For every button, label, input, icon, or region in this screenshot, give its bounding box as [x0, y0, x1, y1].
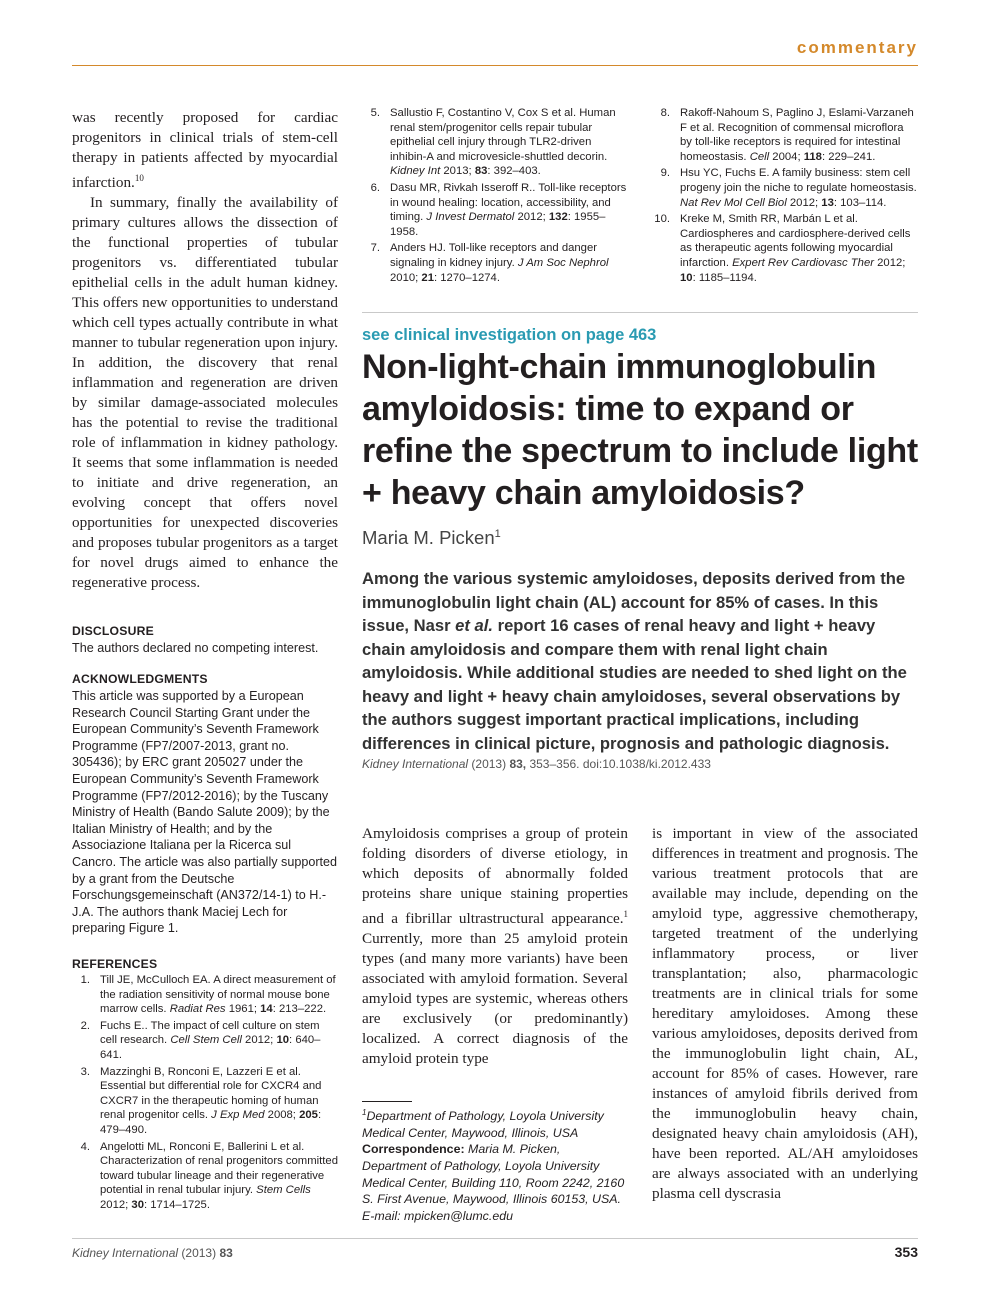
- reference-year: 2008;: [264, 1109, 300, 1122]
- correspondence-label: Correspondence:: [362, 1142, 465, 1157]
- reference-pages: : 479–490.: [100, 1109, 322, 1136]
- reference-number: 7.: [370, 242, 380, 255]
- reference-volume: 21: [421, 271, 434, 284]
- reference-year: 2012;: [874, 256, 906, 269]
- references-heading: REFERENCES: [72, 957, 158, 971]
- reference-pages: : 1955–1958.: [390, 211, 606, 238]
- reference-item[interactable]: [362, 106, 630, 179]
- reference-item[interactable]: [72, 1019, 338, 1063]
- footer-volume: 83: [219, 1246, 233, 1260]
- author-text: Maria M. Picken: [362, 527, 495, 548]
- citation-year: (2013): [468, 757, 510, 771]
- article-citation: [362, 757, 711, 771]
- reference-journal: Cell Stem Cell: [170, 1034, 242, 1047]
- reference-number: 2.: [80, 1019, 90, 1032]
- reference-text: Rakoff-Nahoum S, Paglino J, Eslami-Varzaneh F et al. Recognition of commensal microflora by toll-like receptors is required for intestinal homeostasis.: [680, 107, 914, 163]
- reference-item[interactable]: [652, 212, 918, 285]
- reference-item[interactable]: [72, 973, 338, 1017]
- reference-pages: : 229–241.: [821, 150, 876, 163]
- affiliation-note: [362, 1105, 628, 1224]
- reference-number: 9.: [660, 167, 670, 180]
- abstract: [362, 567, 918, 755]
- author-name: [362, 527, 501, 549]
- abstract-text: Among the various systemic amyloidoses, deposits derived from the immunoglobulin light chain (AL) account for 85% of cases. In this issue, Nasr: [362, 569, 906, 635]
- left-column-body: [72, 108, 338, 593]
- reference-pages: : 392–403.: [487, 165, 541, 178]
- body-text: Currently, more than 25 amyloid protein types (and many more variants) have been associated with amyloid formation. Several amyloid types are systemic, whereas others are exclusively (or predominantly) localized. A correct diagnosis of the amyloid protein type: [362, 930, 628, 1068]
- header-divider: [72, 65, 918, 66]
- section-tag: commentary: [796, 38, 918, 57]
- disclosure-text: The authors declared no competing interest.: [72, 641, 319, 655]
- citation-volume: 83,: [509, 757, 527, 771]
- reference-pages: : 103–114.: [833, 196, 887, 209]
- reference-number: 1.: [80, 974, 90, 986]
- correspondence-address: Maria M. Picken, Department of Pathology, Loyola University Medical Center, Building 110, Room 2242, 2160 S. First Avenue, Maywood, Illinois 60153, USA.: [362, 1142, 625, 1207]
- footer-journal: [72, 1246, 233, 1260]
- reference-text: Till JE, McCulloch EA. A direct measurement of the radiation sensitivity of normal mouse bone marrow cells.: [100, 974, 336, 1016]
- citation-journal: Kidney International: [362, 757, 469, 771]
- reference-item[interactable]: [362, 181, 630, 239]
- reference-item[interactable]: [72, 1140, 338, 1213]
- reference-text: Sallustio F, Costantino V, Cox S et al. Human renal stem/progenitor cells repair tubular epithelial cell injury through TLR2-driven inhibin-A and microvesicle-shuttled decorin.: [390, 107, 616, 163]
- reference-text: Kreke M, Smith RR, Marbán L et al. Cardiospheres and cardiosphere-derived cells as therapeutic agents following myocardial infarction.: [680, 213, 911, 269]
- reference-number: 5.: [370, 107, 380, 119]
- reference-journal: Kidney Int: [390, 165, 441, 178]
- reference-list: [362, 106, 630, 287]
- paragraph-text: was recently proposed for cardiac progenitors in clinical trials of stem-cell therapy in patients affected by myocardial infarction.: [72, 109, 338, 192]
- article-title: Non-light-chain immunoglobulin amyloidosis: time to expand or refine the spectrum to include light + heavy chain amyloidosis?: [362, 348, 918, 512]
- paragraph: In summary, finally the availability of primary cultures allows the dissection of the functional properties of tubular progenitors vs. differentiated tubular epithelial cells in the adult human kidney. This offers new opportunities to understand which cell types actually contribute in what manner to tubular regeneration upon injury. In addition, the discovery that renal inflammation and regeneration are driven by similar damage-associated molecules has the potential to revise the traditional role of inflammation in kidney pathology. It seems that some inflammation is needed to initiate and drive regeneration, an evolving concept that offers novel opportunities for unexpected discoveries and proposes tubular progenitors as a target for novel drugs aimed to enhance the regenerative process.: [72, 194, 338, 592]
- reference-text: Angelotti ML, Ronconi E, Ballerini L et al. Characterization of renal progenitors committed toward tubular lineage and their regenerative potential in renal tubular injury.: [100, 1140, 338, 1197]
- reference-journal: Cell: [749, 150, 770, 163]
- reference-year: 2013;: [440, 165, 475, 178]
- footer-journal-name: Kidney International: [72, 1246, 179, 1260]
- reference-volume: 118: [803, 150, 822, 163]
- correspondence-email[interactable]: E-mail: mpicken@lumc.edu: [362, 1208, 513, 1223]
- footer-divider: [72, 1238, 918, 1239]
- reference-year: 2010;: [390, 271, 422, 284]
- reference-pages: : 1714–1725.: [144, 1198, 210, 1211]
- reference-number: 4.: [80, 1140, 90, 1153]
- reference-marker[interactable]: 10: [134, 173, 144, 183]
- reference-year: 2012;: [241, 1034, 277, 1047]
- reference-list: [652, 106, 918, 287]
- reference-journal: J Invest Dermatol: [426, 211, 515, 224]
- reference-item[interactable]: [362, 241, 630, 285]
- reference-year: 2012;: [786, 196, 822, 209]
- reference-number: 10.: [654, 213, 670, 226]
- reference-pages: : 213–222.: [272, 1003, 327, 1016]
- reference-volume: 132: [548, 211, 568, 224]
- reference-number: 3.: [80, 1065, 90, 1078]
- reference-year: 1961;: [225, 1003, 261, 1016]
- reference-journal: J Exp Med: [211, 1109, 265, 1122]
- reference-volume: 83: [474, 165, 488, 178]
- citation-doi[interactable]: 353–356. doi:10.1038/ki.2012.433: [526, 757, 711, 771]
- reference-journal: Expert Rev Cardiovasc Ther: [732, 256, 875, 269]
- footnote-divider: [362, 1101, 412, 1102]
- reference-text: Fuchs E.. The impact of cell culture on stem cell research.: [100, 1019, 320, 1047]
- affiliation-department: Department of Pathology, Loyola University Medical Center, Maywood, Illinois, USA: [362, 1109, 604, 1140]
- reference-pages: : 640–641.: [100, 1034, 321, 1061]
- reference-journal: Stem Cells: [256, 1184, 311, 1197]
- reference-pages: : 1185–1194.: [692, 271, 757, 284]
- article-body-column: [362, 824, 628, 1069]
- reference-journal: Radiat Res: [169, 1003, 226, 1016]
- reference-item[interactable]: [652, 106, 918, 164]
- acknowledgments-heading: ACKNOWLEDGMENTS: [72, 672, 208, 686]
- reference-number: 6.: [370, 181, 380, 194]
- affiliation-marker: 1: [494, 527, 501, 540]
- section-divider: [362, 312, 918, 313]
- reference-text: Hsu YC, Fuchs E. A family business: stem cell progeny join the niche to regulate homeostasis.: [680, 167, 917, 194]
- article-body-column: is important in view of the associated differences in treatment and prognosis. The various treatment protocols that are available may include, depending on the amyloid type, aggressive chemotherapy, targeted treatment of the underlying inflammatory process, or liver transplantation; also, pharmacologic treatments are in clinical trials for some hereditary amyloidoses. Among these various amyloidoses, deposits derived from the immunoglobulin light chain, AL, account for 85% of cases. However, rare instances of amyloid fibrils derived from the immunoglobulin heavy chain, designated heavy chain amyloidosis (AH), have been reported. AL/AH amyloidoses are always associated with an underlying plasma cell dyscrasia: [652, 825, 918, 1202]
- reference-journal: J Am Soc Nephrol: [517, 256, 609, 269]
- reference-volume: 10: [680, 271, 693, 284]
- reference-number: 8.: [660, 107, 670, 119]
- page-number: 353: [894, 1244, 918, 1260]
- disclosure-heading: DISCLOSURE: [72, 624, 154, 638]
- reference-item[interactable]: [652, 166, 918, 210]
- affiliation-marker: 1: [362, 1108, 367, 1117]
- reference-volume: 30: [131, 1198, 144, 1211]
- abstract-text: report 16 cases of renal heavy and light + heavy chain amyloidosis and compare them with renal light chain amyloidosis. While additional studies are needed to shed light on the heavy and light + heavy chain amyloidoses, several observations by the authors suggest important practical implications, including differences in clinical picture, prognosis and pathologic diagnosis.: [362, 616, 907, 753]
- reference-text: Anders HJ. Toll-like receptors and danger signaling in kidney injury.: [390, 242, 598, 269]
- reference-volume: 13: [821, 196, 834, 209]
- reference-pages: : 1270–1274.: [434, 271, 500, 284]
- reference-item[interactable]: [72, 1065, 338, 1138]
- reference-volume: 14: [260, 1003, 273, 1016]
- reference-volume: 10: [276, 1034, 290, 1047]
- body-text: Amyloidosis comprises a group of protein folding disorders of diverse etiology, in which deposits of abnormally folded proteins share unique staining properties and a fibrillar ultrastructural appearance.: [362, 825, 628, 928]
- acknowledgments-text: This article was supported by a European Research Council Starting Grant under the European Community’s Seventh Framework Programme (FP7/2007-2013, grant no. 305436); by ERC grant 205027 under the European Community’s Seventh Framework Programme (FP7/2012-2016); by the Tuscany Ministry of Health (Bando Salute 2009); by the Italian Ministry of Health; and by the Associazione Italiana per la Ricerca sul Cancro. The article was also partially supported by a grant from the Deutsche Forschungsgemeinschaft (AN372/14-1) to H.-J.A. The authors thank Maciej Lech for preparing Figure 1.: [72, 689, 338, 936]
- reference-year: 2012;: [514, 211, 549, 224]
- paragraph: [72, 108, 338, 193]
- footer-year: (2013): [178, 1246, 220, 1260]
- reference-list: [72, 973, 338, 1215]
- reference-text: Mazzinghi B, Ronconi E, Lazzeri E et al. Essential but differential role for CXCR4 and CXCR7 in the therapeutic homing of human renal progenitor cells.: [100, 1065, 322, 1122]
- reference-volume: 205: [299, 1109, 318, 1122]
- reference-marker[interactable]: 1: [623, 909, 628, 919]
- abstract-etal: et al.: [455, 616, 493, 635]
- reference-year: 2012;: [100, 1198, 132, 1211]
- see-also-link[interactable]: see clinical investigation on page 463: [362, 326, 657, 344]
- reference-journal: Nat Rev Mol Cell Biol: [680, 196, 787, 209]
- reference-year: 2004;: [769, 150, 804, 163]
- reference-text: Dasu MR, Rivkah Isseroff R.. Toll-like receptors in wound healing: location, accessibility, and timing.: [390, 181, 627, 224]
